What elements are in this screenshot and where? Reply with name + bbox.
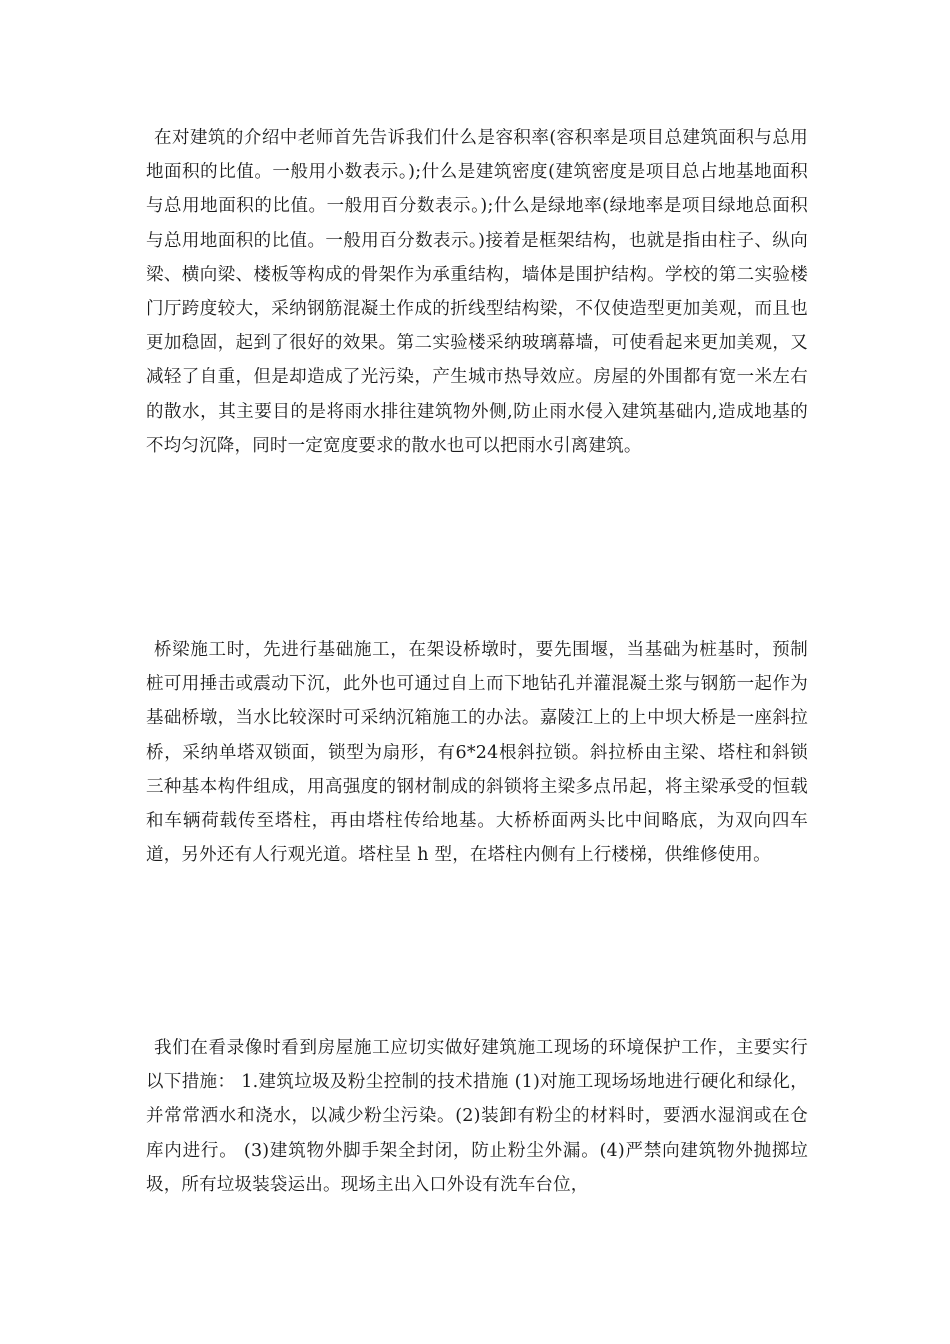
paragraph-bridge-construction: 桥梁施工时，先进行基础施工，在架设桥墩时，要先围堰，当基础为桩基时，预制桩可用捶击或震动下沉，此外也可通过自上而下地钻孔并灌混凝土浆与钢筋一起作为基础桥墩，当水比较深时可采纳沉箱施工的办法。嘉陵江上的上中坝大桥是一座斜拉桥，采纳单塔双锁面，锁型为扇形，有6*24根斜拉锁。斜拉桥由主梁、塔柱和斜锁三种基本构件组成，用高强度的钢材制成的斜锁将主梁多点吊起，将主梁承受的恒载和车辆荷载传至塔柱，再由塔柱传给地基。大桥桥面两头比中间略底，为双向四车道，另外还有人行观光道。塔柱呈 h 型，在塔柱内侧有上行楼梯，供维修使用。 — [146, 640, 808, 866]
paragraph-environmental-protection: 我们在看录像时看到房屋施工应切实做好建筑施工现场的环境保护工作，主要实行以下措施： 1.建筑垃圾及粉尘控制的技术措施 (1)对施工现场场地进行硬化和绿化，并常常洒水和浇水，以减少粉尘污染。(2)装卸有粉尘的材料时，要洒水湿润或在仓库内进行。 (3)建筑物外脚手架全封闭，防止粉尘外漏。(4)严禁向建筑物外抛掷垃圾，所有垃圾装袋运出。现场主出入口外设有洗车台位， — [146, 1038, 808, 1195]
paragraph-floor-area-ratio: 在对建筑的介绍中老师首先告诉我们什么是容积率(容积率是项目总建筑面积与总用地面积的比值。一般用小数表示。);什么是建筑密度(建筑密度是项目总占地基地面积与总用地面积的比值。一般用百分数表示。);什么是绿地率(绿地率是项目绿地总面积与总用地面积的比值。一般用百分数表示。)接着是框架结构，也就是指由柱子、纵向梁、横向梁、楼板等构成的骨架作为承重结构，墙体是围护结构。学校的第二实验楼门厅跨度较大，采纳钢筋混凝土作成的折线型结构梁，不仅使造型更加美观，而且也更加稳固，起到了很好的效果。第二实验楼采纳玻璃幕墙，可使看起来更加美观，又减轻了自重，但是却造成了光污染，产生城市热导效应。房屋的外围都有宽一米左右的散水，其主要目的是将雨水排往建筑物外侧,防止雨水侵入建筑基础内,造成地基的不均匀沉降，同时一定宽度要求的散水也可以把雨水引离建筑。 — [146, 128, 808, 456]
